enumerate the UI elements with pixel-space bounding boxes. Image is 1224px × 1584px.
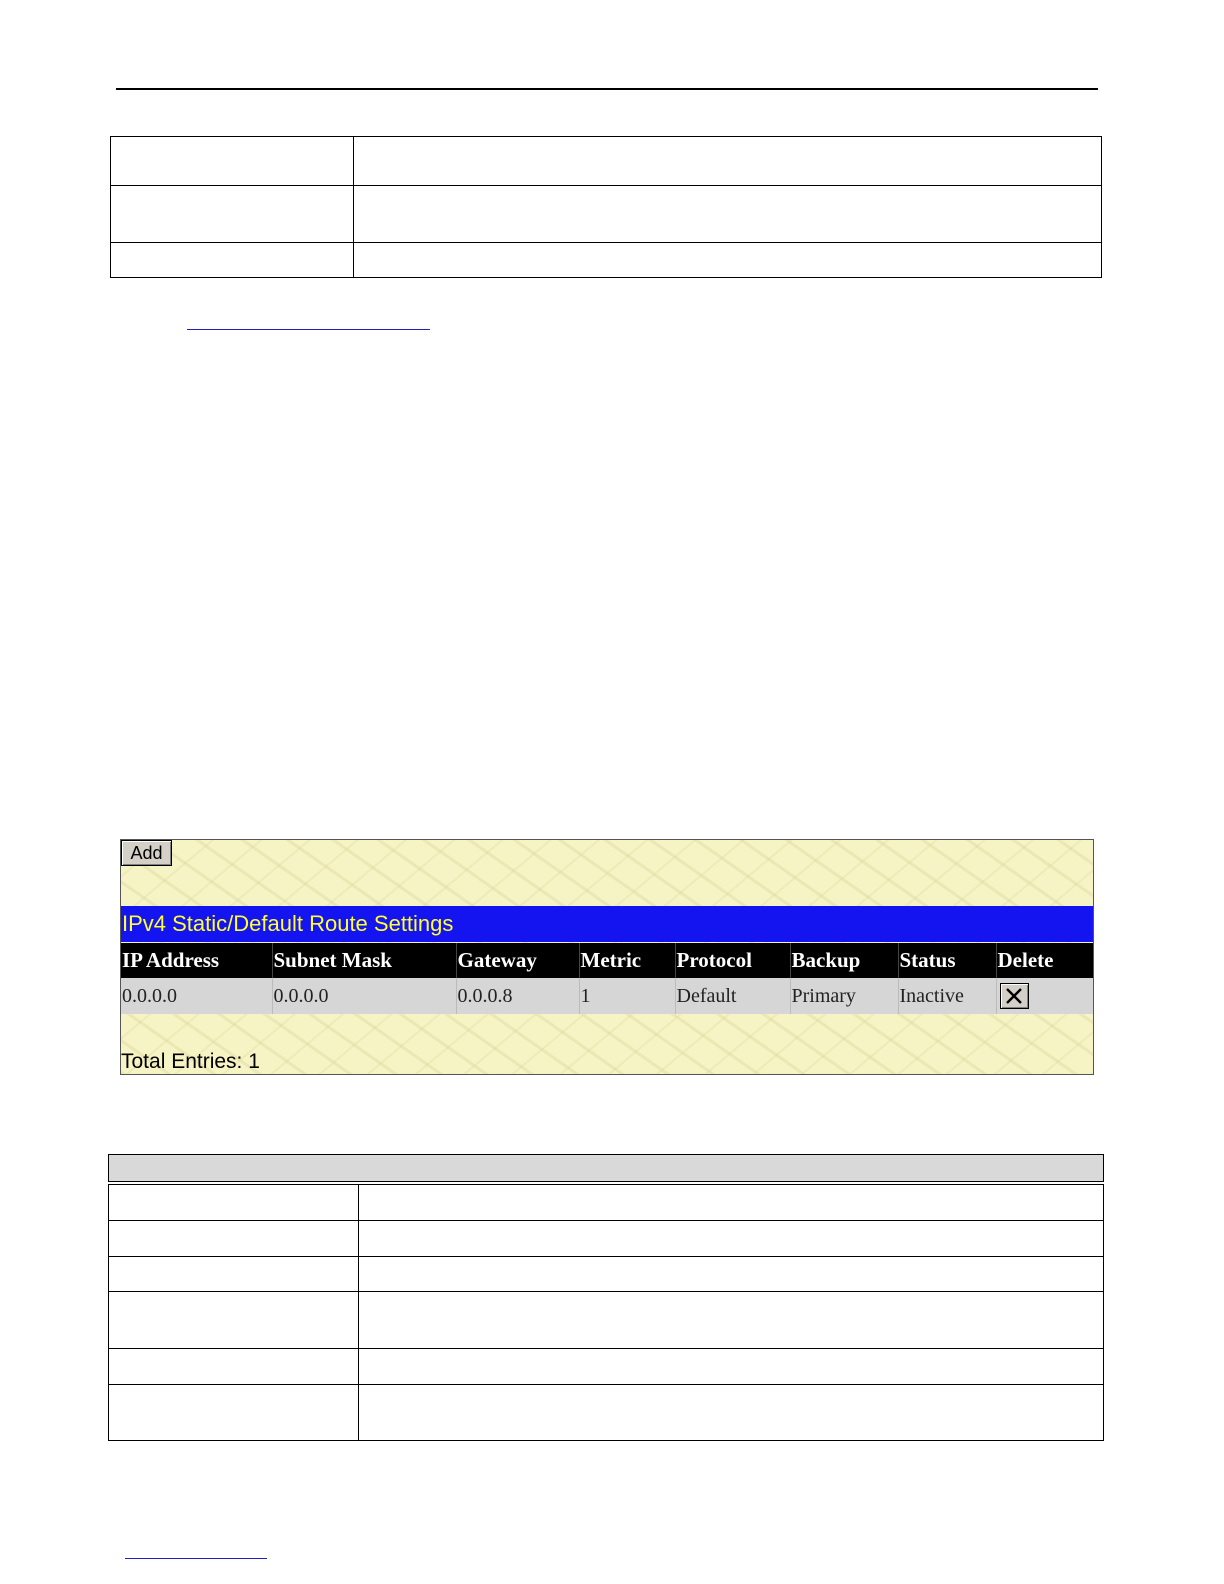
- table-cell: [109, 1257, 359, 1292]
- column-header-ip-address: IP Address: [121, 943, 272, 978]
- column-header-gateway: Gateway: [456, 943, 579, 978]
- table-row: [109, 1221, 1104, 1257]
- add-button[interactable]: Add: [121, 840, 172, 866]
- delete-button[interactable]: [1000, 983, 1029, 1009]
- table-row: [109, 1185, 1104, 1221]
- table-cell: [359, 1385, 1104, 1441]
- table-row: [121, 978, 1093, 1014]
- route-settings-panel: [120, 839, 1094, 1075]
- table-row: [109, 1349, 1104, 1385]
- protocol-cell: Default: [675, 978, 790, 1014]
- close-x-icon: [1005, 987, 1023, 1005]
- table-cell: [109, 1385, 359, 1441]
- table-cell: [109, 1221, 359, 1257]
- table-cell: [359, 1257, 1104, 1292]
- table-cell: [354, 186, 1102, 243]
- ip-address-cell: 0.0.0.0: [121, 978, 272, 1014]
- hyperlink-underline[interactable]: [187, 329, 430, 330]
- table-cell: [359, 1185, 1104, 1221]
- column-header-protocol: Protocol: [675, 943, 790, 978]
- hyperlink-underline[interactable]: [125, 1558, 267, 1559]
- parameter-table-bottom: [108, 1184, 1104, 1441]
- table-cell: [354, 137, 1102, 186]
- total-entries: Total Entries: 1: [121, 1050, 260, 1073]
- gateway-cell: 0.0.0.8: [456, 978, 579, 1014]
- route-table: [121, 943, 1094, 1014]
- table-cell: [111, 243, 354, 278]
- table-caption-bar: [108, 1154, 1104, 1182]
- panel-title: IPv4 Static/Default Route Settings: [121, 906, 1093, 942]
- table-row: [111, 186, 1102, 243]
- table-row: [111, 137, 1102, 186]
- table-cell: [359, 1292, 1104, 1349]
- table-cell: [111, 137, 354, 186]
- table-row: [111, 243, 1102, 278]
- column-header-backup: Backup: [790, 943, 898, 978]
- metric-cell: 1: [579, 978, 675, 1014]
- table-header-row: [121, 943, 1093, 978]
- status-cell: Inactive: [898, 978, 996, 1014]
- column-header-metric: Metric: [579, 943, 675, 978]
- backup-cell: Primary: [790, 978, 898, 1014]
- table-cell: [109, 1349, 359, 1385]
- page-header-rule: [116, 88, 1098, 90]
- delete-cell: [996, 978, 1093, 1014]
- table-cell: [359, 1221, 1104, 1257]
- column-header-delete: Delete: [996, 943, 1093, 978]
- column-header-status: Status: [898, 943, 996, 978]
- table-row: [109, 1292, 1104, 1349]
- table-cell: [354, 243, 1102, 278]
- table-cell: [111, 186, 354, 243]
- column-header-subnet-mask: Subnet Mask: [272, 943, 456, 978]
- table-cell: [359, 1349, 1104, 1385]
- table-cell: [109, 1292, 359, 1349]
- table-row: [109, 1385, 1104, 1441]
- parameter-table-top: [110, 136, 1102, 278]
- subnet-mask-cell: 0.0.0.0: [272, 978, 456, 1014]
- table-cell: [109, 1185, 359, 1221]
- table-row: [109, 1257, 1104, 1292]
